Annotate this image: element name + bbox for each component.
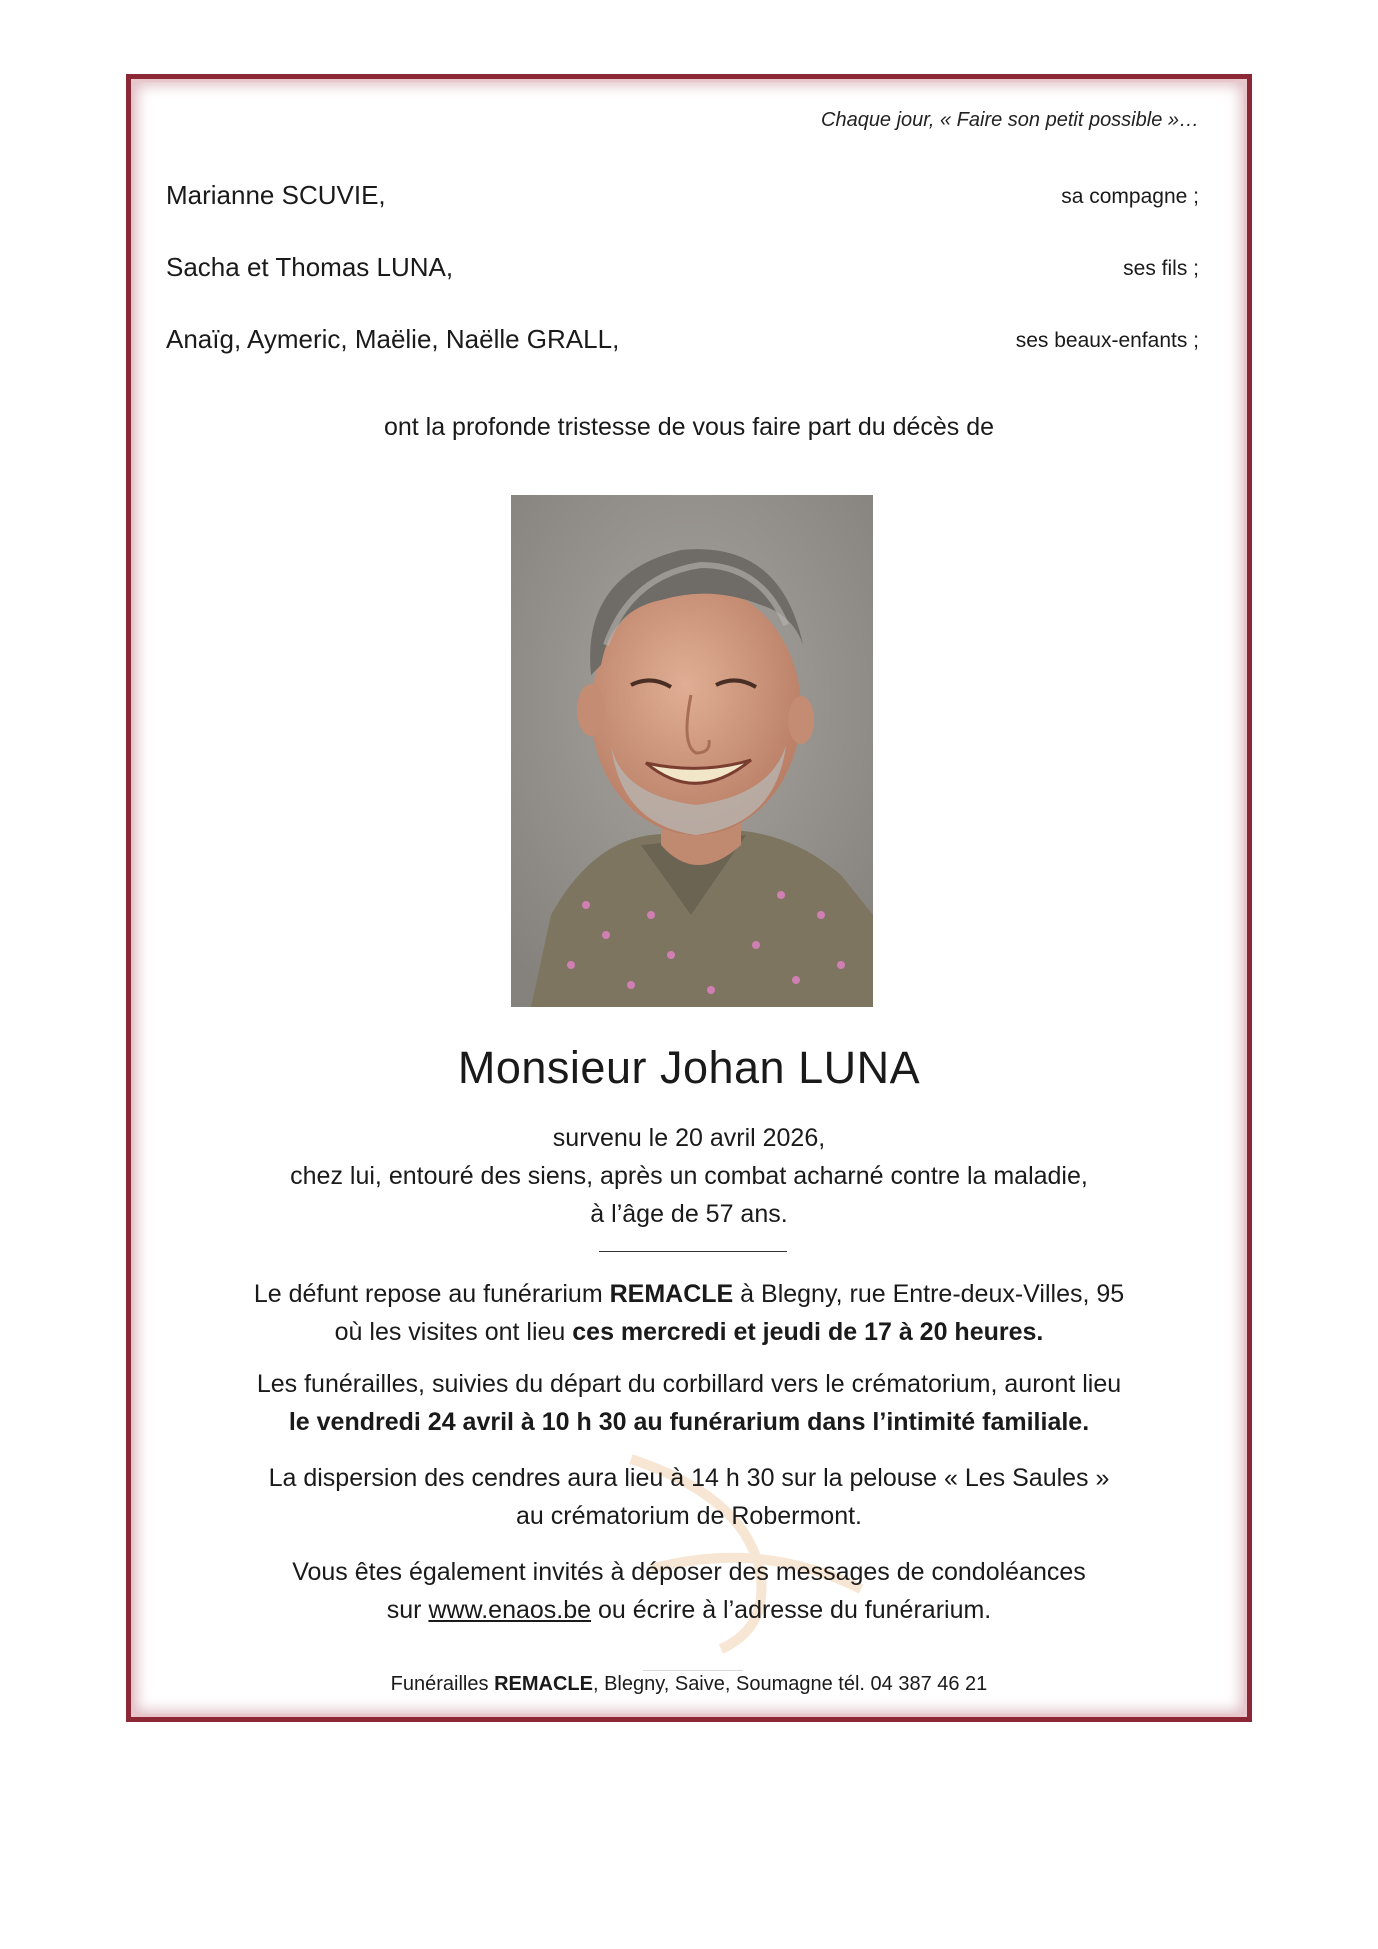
family-role-2: ses fils ; xyxy=(1123,257,1199,280)
family-role-3: ses beaux-enfants ; xyxy=(1015,329,1199,352)
death-date: survenu le 20 avril 2026, xyxy=(552,1124,826,1152)
ashes-text-2: au crématorium de Robermont. xyxy=(516,1502,862,1530)
footer xyxy=(131,1673,1247,1696)
deceased-name: Monsieur Johan LUNA xyxy=(457,1042,921,1093)
family-name-2: Sacha et Thomas LUNA, xyxy=(166,252,454,282)
card-frame xyxy=(126,74,1252,1722)
funeral-home-name: REMACLE xyxy=(609,1280,734,1308)
footer-company: REMACLE xyxy=(494,1673,593,1695)
announcement-intro: ont la profonde tristesse de vous faire part du décès de xyxy=(383,413,995,441)
divider xyxy=(599,1251,787,1252)
viewing-text-1: Le défunt repose au funérarium xyxy=(253,1280,610,1308)
ashes-text-1: La dispersion des cendres aura lieu à 14 h 30 sur la pelouse « Les Saules » xyxy=(268,1464,1110,1492)
motto: Chaque jour, « Faire son petit possible »… xyxy=(821,109,1199,131)
viewing-text-2: où les visites ont lieu xyxy=(334,1318,573,1346)
funeral-text: Les funérailles, suivies du départ du corbillard vers le crématorium, auront lieu xyxy=(256,1370,1122,1398)
death-age: à l’âge de 57 ans. xyxy=(590,1200,788,1228)
footer-divider xyxy=(643,1670,743,1671)
viewing-info xyxy=(131,1275,1247,1351)
portrait-photo xyxy=(511,495,873,1007)
family-name-1: Marianne SCUVIE, xyxy=(166,180,386,210)
family-role-1: sa compagne ; xyxy=(1061,185,1199,208)
condolences-info xyxy=(131,1553,1247,1629)
footer-contact: , Blegny, Saive, Soumagne tél. 04 387 46 21 xyxy=(592,1673,988,1695)
family-name-3: Anaïg, Aymeric, Maëlie, Naëlle GRALL, xyxy=(166,324,620,354)
condolences-text-2b: ou écrire à l’adresse du funérarium. xyxy=(591,1596,992,1624)
condolences-text-1: Vous êtes également invités à déposer des messages de condoléances xyxy=(292,1558,1086,1586)
death-circumstances: chez lui, entouré des siens, après un combat acharné contre la maladie, xyxy=(290,1162,1088,1190)
website-link[interactable]: www.enaos.be xyxy=(428,1596,592,1624)
condolences-text-2a: sur xyxy=(386,1596,429,1624)
footer-prefix: Funérailles xyxy=(390,1673,495,1695)
death-details xyxy=(131,1119,1247,1233)
ashes-info xyxy=(131,1459,1247,1535)
viewing-address: à Blegny, rue Entre-deux-Villes, 95 xyxy=(733,1280,1125,1308)
viewing-hours: ces mercredi et jeudi de 17 à 20 heures. xyxy=(572,1318,1044,1346)
funeral-info xyxy=(131,1365,1247,1441)
funeral-date: le vendredi 24 avril à 10 h 30 au funérarium dans l’intimité familiale. xyxy=(288,1408,1090,1436)
